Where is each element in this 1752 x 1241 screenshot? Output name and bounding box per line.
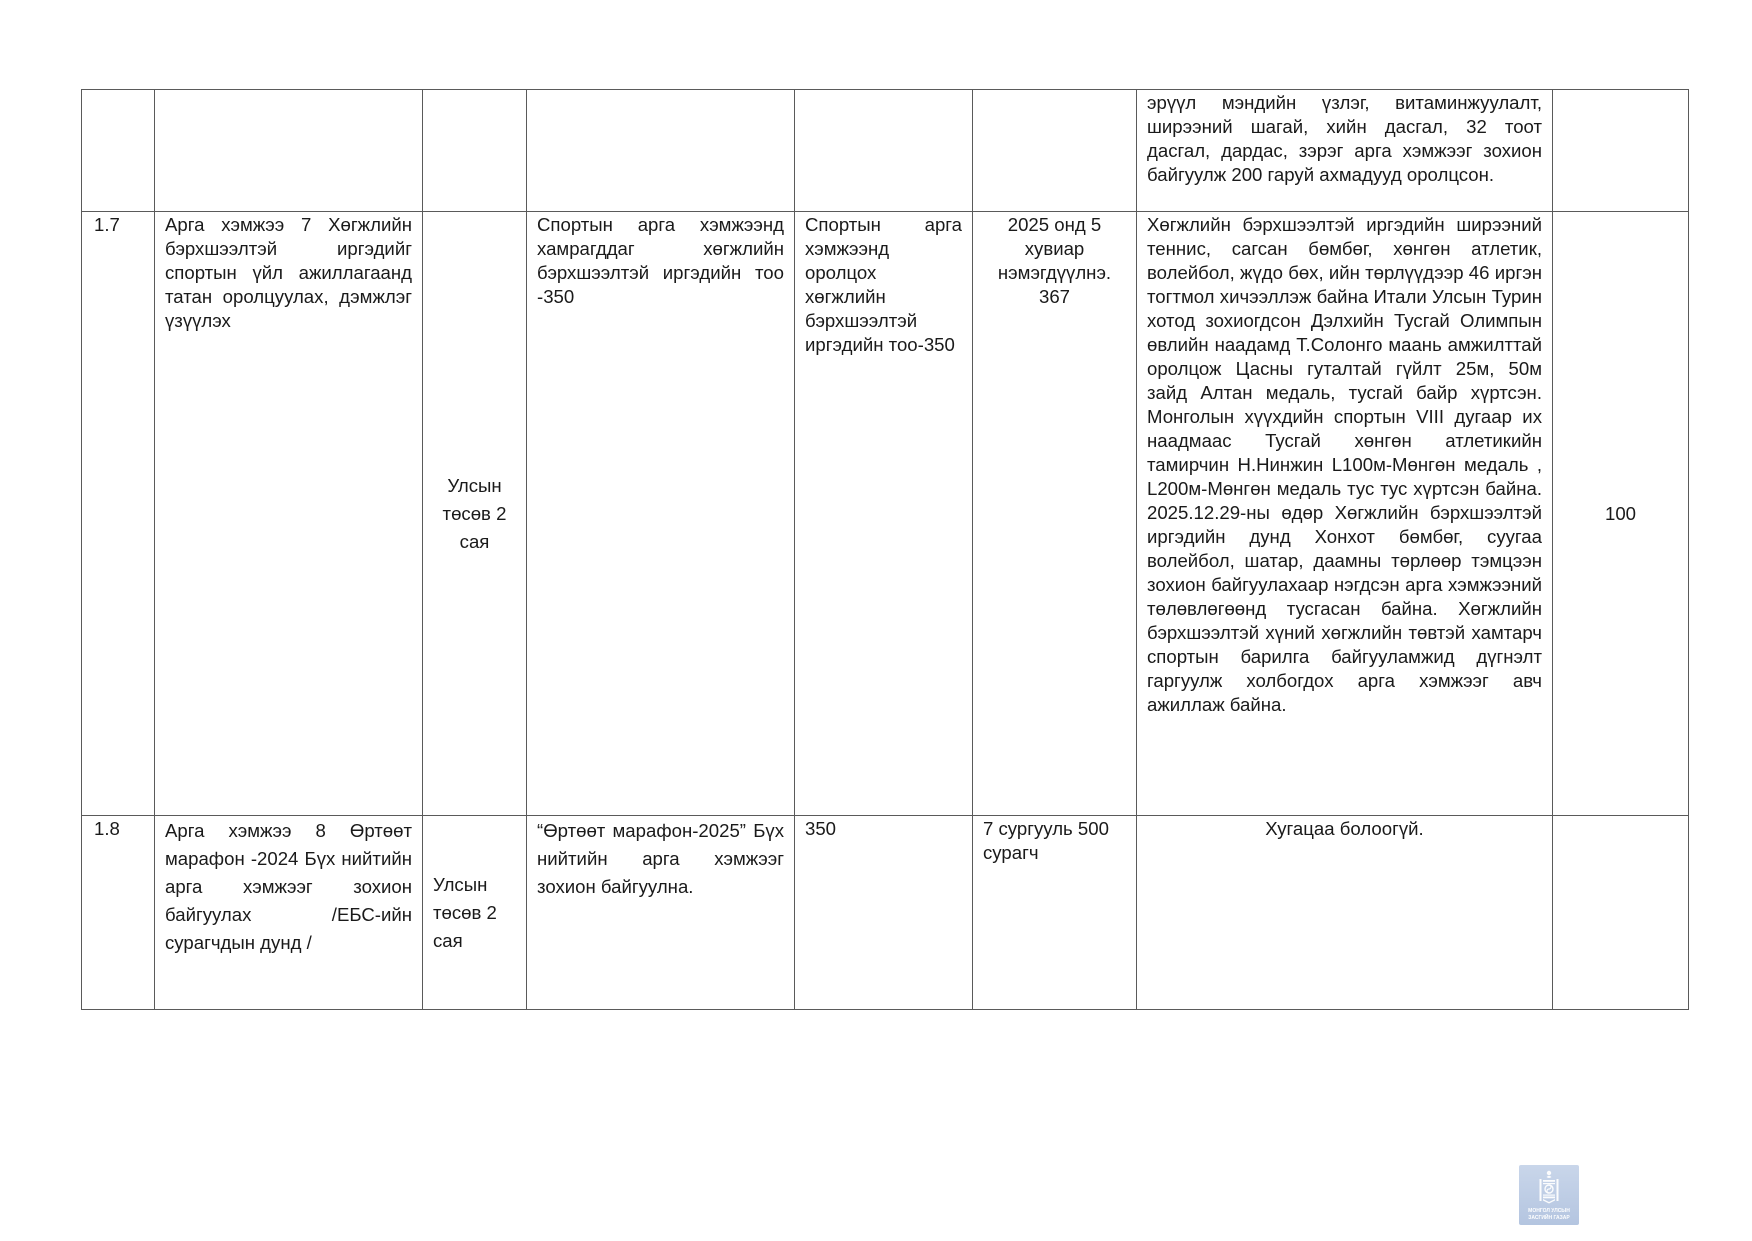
target-indicator-cell [795,816,973,1010]
progress-cell [1137,816,1553,1010]
progress-cell [1137,90,1553,212]
row-number-cell [82,212,155,816]
funding-text: Улсын төсөв 2 сая [433,873,497,951]
progress-cell [1137,212,1553,816]
soyombo-icon [1519,1165,1579,1225]
score-text: 100 [1604,502,1637,524]
report-table [81,89,1689,1010]
seal-line-1: МОНГОЛ УЛСЫН [1528,1208,1570,1214]
indicator-text: “Өртөөт марафон-2025” Бүх нийтийн арга хэмжээг зохион байгуулна. [537,820,784,897]
measure-cell [155,212,423,816]
target-cell [973,816,1137,1010]
progress-text: эрүүл мэндийн үзлэг, витаминжуулалт, ширээний шагай, хийн дасгал, 32 тоот дасгал, дардас, зэрэг арга хэмжээг зохион байгуулж 200 гаруй ахмадууд оролцсон. [1147,92,1542,185]
table-row [82,816,1689,1010]
target-indicator-text: Спортын арга хэмжээнд оролцох хөгжлийн бэрхшээлтэй иргэдийн тоо-350 [805,214,962,355]
row-number: 1.7 [94,214,120,235]
funding-cell [423,212,527,816]
score-cell [1553,212,1689,816]
measure-cell [155,90,423,212]
indicator-text: Спортын арга хэмжээнд хамрагддаг хөгжлийн бэрхшээлтэй иргэдийн тоо -350 [537,214,784,307]
target-text: 2025 онд 5 хувиар нэмэгдүүлнэ. 367 [997,214,1112,307]
score-cell [1553,816,1689,1010]
progress-text: Хөгжлийн бэрхшээлтэй иргэдийн ширээний теннис, сагсан бөмбөг, хөнгөн атлетик, волейбол, жүдо бөх, ийн төрлүүдээр 46 иргэн тогтмол хичээллэж байна Итали Улсын Турин хотод зохиогдсон Дэлхийн Тусгай Олимпын өвлийн наадамд Т.Солонго маань амжилттай оролцож Цасны гуталтай гүйлт 25м, 50м зайд Алтан медаль, тусгай байр хүртсэн. Монголын хүүхдийн спортын VIII дугаар их наадмаас Тусгай хөнгөн атлетикийн тамирчин Н.Нинжин L100м-Мөнгөн медаль , L200м-Мөнгөн медаль тус тус хүртсэн байна. 2025.12.29-ны өдөр Хөгжлийн бэрхшээлтэй иргэдийн дунд Хонхот бөмбөг, суугаа волейбол, шатар, даамны төрлөөр тэмцээн зохион байгуулахаар нэгдсэн арга хэмжээний төлөвлөгөөнд тусгасан байна. Хөгжлийн бэрхшээлтэй хүний хөгжлийн төвтэй хамтарч спортын барилга байгууламжид дүгнэлт гаргуулж холбогдох арга хэмжээг авч ажиллаж байна. [1147,214,1542,715]
funding-cell [423,90,527,212]
indicator-cell [527,816,795,1010]
progress-text: Хугацаа болоогүй. [1265,818,1424,839]
target-indicator-cell [795,90,973,212]
table-row [82,90,1689,212]
target-cell [973,212,1137,816]
target-cell [973,90,1137,212]
row-number-cell [82,90,155,212]
target-text: 7 сургууль 500 сурагч [983,818,1109,863]
indicator-cell [527,212,795,816]
measure-cell [155,816,423,1010]
measure-text: Арга хэмжээ 8 Өртөөт марафон -2024 Бүх нийтийн арга хэмжээг зохион байгуулах /ЕБС-ийн сурагчдын дунд / [165,820,412,953]
target-indicator-cell [795,212,973,816]
government-seal-logo [1519,1165,1579,1225]
funding-text: Улсын төсөв 2 сая [442,474,507,552]
score-cell [1553,90,1689,212]
target-indicator-text: 350 [805,818,837,839]
indicator-cell [527,90,795,212]
table-row [82,212,1689,816]
seal-line-2: ЗАСГИЙН ГАЗАР [1528,1215,1570,1221]
measure-text: Арга хэмжээ 7 Хөгжлийн бэрхшээлтэй иргэдийг спортын үйл ажиллагаанд татан оролцуулах, дэмжлэг үзүүлэх [165,214,412,331]
funding-cell [423,816,527,1010]
row-number: 1.8 [94,818,120,839]
row-number-cell [82,816,155,1010]
